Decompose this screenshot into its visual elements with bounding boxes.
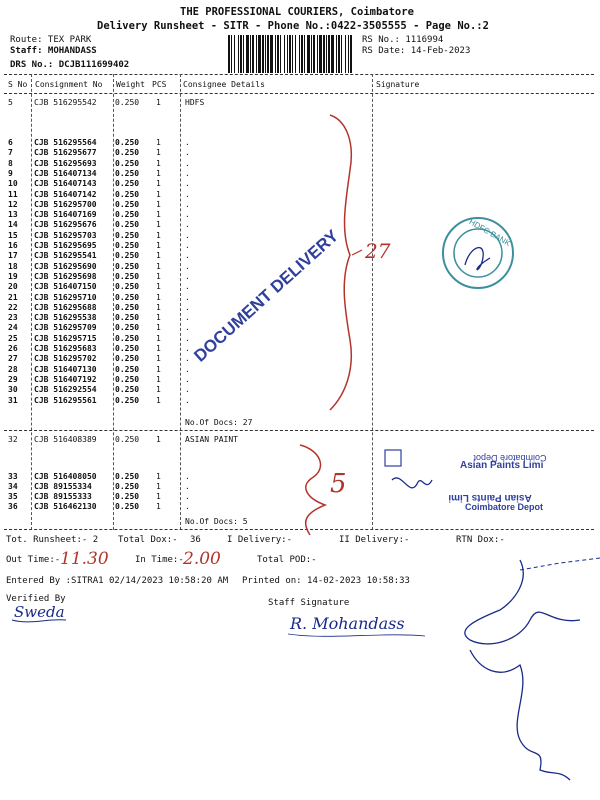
weight-cell: 0.250 [115,323,140,333]
out-time-label: Out Time:- [6,555,61,565]
consignee-cell: . [185,220,190,230]
weight-cell: 0.250 [115,271,140,281]
pcs-cell: 1 [156,435,161,444]
pcs-cell: 1 [156,333,161,343]
consignment-cell: CJB 516295538 [34,313,97,323]
sno-cell: 21 [8,292,18,302]
document-delivery-stamp-text: DOCUMENT DELIVERY [190,226,343,366]
consignment-cell: CJB 516462130 [34,502,97,511]
sno-cell: 9 [8,168,13,178]
consignment-cell: CJB 516295676 [34,220,97,230]
consignment-cell: CJB 516295698 [34,271,97,281]
consignment-cell: CJB 89155334 [34,482,92,491]
consignee-cell: . [185,374,190,384]
pcs-cell: 1 [156,220,161,230]
sno-cell: 6 [8,138,13,147]
weight-cell: 0.250 [115,385,140,395]
weight-cell: 0.250 [115,502,140,511]
hdfs-count-handwritten: 27 [365,239,391,263]
weight-cell: 0.250 [115,374,140,384]
consignee-cell: . [185,241,190,250]
weight-cell: 0.250 [115,482,140,491]
consignee-cell: . [185,492,190,501]
consignee-cell: . [185,482,190,491]
asian-stamp-line1: Coimbatore Depot [473,453,547,463]
consignment-cell: CJB 516295700 [34,199,97,209]
consignee-cell: . [185,251,190,261]
hdfc-round-stamp [443,217,513,288]
consignment-cell: CJB 516295542 [34,98,97,107]
in-time-label: In Time:- [135,555,184,565]
col-header-consignee: Consignee Details [183,80,265,89]
pcs-cell: 1 [156,189,161,199]
consignment-cell: CJB 516295715 [34,333,97,343]
consignee-cell: . [185,199,190,209]
asian-stamp-line3: Asian Paints Limi [448,492,532,503]
docs-count-asian: No.Of Docs: 5 [185,517,248,526]
weight-cell: 0.250 [115,344,140,353]
pcs-cell: 1 [156,210,161,220]
sno-cell: 28 [8,364,18,374]
sno-cell: 34 [8,482,18,491]
weight-cell: 0.250 [115,472,140,481]
route-label: Route: TEX PARK [10,35,92,45]
consignment-cell: CJB 516295677 [34,148,97,158]
col-header-pcs: PCS [152,80,167,89]
total-pod: Total POD:- [257,555,317,565]
weight-cell: 0.250 [115,364,140,374]
consignment-cell: CJB 516407130 [34,364,97,374]
consignee-cell: . [185,395,190,405]
consignee-cell: . [185,271,190,281]
asian-bracket [300,445,325,535]
weight-cell: 0.250 [115,210,140,220]
consignment-cell: CJB 516295703 [34,230,97,240]
pcs-cell: 1 [156,241,161,250]
sno-cell: 19 [8,271,18,281]
hdfc-stamp-signature [465,248,490,270]
consignment-cell: CJB 516407150 [34,282,97,292]
pcs-cell: 1 [156,292,161,302]
runsheet-title: Delivery Runsheet - SITR - Phone No.:0422-3505555 - Page No.:2 [97,20,489,32]
consignee-cell: . [185,230,190,240]
pcs-cell: 1 [156,148,161,158]
consignee-cell: . [185,189,190,199]
pcs-cell: 1 [156,344,161,353]
weight-cell: 0.250 [115,241,140,250]
consignment-cell: CJB 516292554 [34,385,97,395]
rs-date: RS Date: 14-Feb-2023 [362,46,471,56]
total-dox-label: Total Dox:- [118,535,178,545]
pcs-cell: 1 [156,492,161,501]
sno-cell: 24 [8,323,18,333]
pcs-cell: 1 [156,251,161,261]
pcs-cell: 1 [156,199,161,209]
staff-label: Staff: MOHANDASS [10,46,97,56]
sno-cell: 35 [8,492,18,501]
pcs-cell: 1 [156,395,161,405]
pcs-cell: 1 [156,302,161,312]
pcs-cell: 1 [156,179,161,189]
verifier-signature: Sweda [14,603,65,621]
weight-cell: 0.250 [115,168,140,178]
sno-cell: 23 [8,313,18,323]
weight-cell: 0.250 [115,435,140,444]
docs-count-hdfs: No.Of Docs: 27 [185,418,253,427]
drs-number: DRS No.: DCJB111699402 [10,60,130,70]
consignee-cell: . [185,158,190,168]
pcs-cell: 1 [156,138,161,147]
consignee-cell: . [185,344,190,353]
consignment-cell: CJB 516408050 [34,472,97,481]
staff-signature: R. Mohandass [290,614,405,633]
weight-cell: 0.250 [115,179,140,189]
sno-cell: 16 [8,241,18,250]
in-time-handwritten: 2.00 [183,549,221,569]
weight-cell: 0.250 [115,199,140,209]
hdfs-bracket [330,115,351,410]
weight-cell: 0.250 [115,313,140,323]
sno-cell: 5 [8,98,13,107]
sno-cell: 29 [8,374,18,384]
consignee-cell: . [185,148,190,158]
consignment-cell: CJB 516407143 [34,179,97,189]
sno-cell: 15 [8,230,18,240]
sno-cell: 32 [8,435,18,444]
consignment-cell: CJB 516408389 [34,435,97,444]
pcs-cell: 1 [156,482,161,491]
document-delivery-stamp [190,226,342,366]
consignee-cell: . [185,385,190,395]
i-delivery: I Delivery:- [227,535,293,545]
sno-cell: 18 [8,261,18,271]
consignee-cell: . [185,364,190,374]
sno-cell: 14 [8,220,18,230]
hdfc-stamp-text: HDFC BANK [467,217,513,249]
consignee-cell: . [185,179,190,189]
consignee-cell: . [185,282,190,292]
consignment-cell: CJB 516407134 [34,168,97,178]
weight-cell: 0.250 [115,354,140,364]
rs-number: RS No.: 1116994 [362,35,444,45]
consignment-cell: CJB 516295690 [34,261,97,271]
sno-cell: 7 [8,148,13,158]
col-header-consignment: Consignment No [35,80,103,89]
consignee-asian-paint: ASIAN PAINT [185,435,238,444]
pcs-cell: 1 [156,282,161,292]
sno-cell: 12 [8,199,18,209]
hdfs-bracket-tick [352,250,362,255]
staff-signature-label: Staff Signature [268,598,350,608]
consignment-cell: CJB 516295695 [34,241,97,250]
weight-cell: 0.250 [115,333,140,343]
pcs-cell: 1 [156,385,161,395]
pcs-cell: 1 [156,158,161,168]
weight-cell: 0.250 [115,138,140,147]
consignee-cell: . [185,261,190,271]
weight-cell: 0.250 [115,492,140,501]
consignment-cell: CJB 516407169 [34,210,97,220]
consignment-cell: CJB 89155333 [34,492,92,501]
col-header-signature: Signature [376,80,420,89]
consignee-cell: . [185,333,190,343]
weight-cell: 0.250 [115,302,140,312]
sno-cell: 11 [8,189,18,199]
consignee-cell: . [185,292,190,302]
weight-cell: 0.250 [115,282,140,292]
weight-cell: 0.250 [115,158,140,168]
weight-cell: 0.250 [115,292,140,302]
pcs-cell: 1 [156,98,161,107]
pcs-cell: 1 [156,354,161,364]
sno-cell: 8 [8,158,13,168]
total-runsheet: Tot. Runsheet:- 2 [6,535,99,545]
company-name: THE PROFESSIONAL COURIERS, Coimbatore [180,6,414,18]
weight-cell: 0.250 [115,395,140,405]
pcs-cell: 1 [156,271,161,281]
sno-cell: 13 [8,210,18,220]
consignee-cell: . [185,313,190,323]
consignment-cell: CJB 516295561 [34,395,97,405]
sno-cell: 17 [8,251,18,261]
weight-cell: 0.250 [115,220,140,230]
consignee-cell: . [185,138,190,147]
consignee-cell: . [185,302,190,312]
entered-by: Entered By :SITRA1 02/14/2023 10:58:20 AM [6,576,229,586]
consignment-cell: CJB 516295693 [34,158,97,168]
printed-on: Printed on: 14-02-2023 10:58:33 [242,576,410,586]
large-signature [465,560,580,780]
consignee-hdfs: HDFS [185,98,205,107]
asian-paints-stamp [385,450,547,512]
col-header-sno: S No [8,80,28,89]
asian-count-handwritten: 5 [330,469,347,499]
weight-cell: 0.250 [115,189,140,199]
sno-cell: 27 [8,354,18,364]
consignment-cell: CJB 516295710 [34,292,97,302]
asian-stamp-line4: Coimbatore Depot [465,502,544,512]
sno-cell: 31 [8,395,18,405]
sno-cell: 36 [8,502,18,511]
pcs-cell: 1 [156,313,161,323]
pcs-cell: 1 [156,323,161,333]
pcs-cell: 1 [156,261,161,271]
weight-cell: 0.250 [115,148,140,158]
sno-cell: 25 [8,333,18,343]
consignment-cell: CJB 516407142 [34,189,97,199]
pcs-cell: 1 [156,168,161,178]
pcs-cell: 1 [156,502,161,511]
pcs-cell: 1 [156,374,161,384]
asian-stamp-line2: Asian Paints Limi [460,460,544,471]
pcs-cell: 1 [156,230,161,240]
weight-cell: 0.250 [115,98,140,107]
verified-by-label: Verified By [6,594,66,604]
weight-cell: 0.250 [115,261,140,271]
consignment-cell: CJB 516295683 [34,344,97,353]
sno-cell: 22 [8,302,18,312]
consignment-cell: CJB 516295564 [34,138,97,147]
consignment-cell: CJB 516295709 [34,323,97,333]
sno-cell: 10 [8,179,18,189]
consignee-cell: . [185,210,190,220]
consignee-cell: . [185,472,190,481]
consignee-cell: . [185,502,190,511]
col-header-weight: Weight [116,80,145,89]
pcs-cell: 1 [156,364,161,374]
sno-cell: 20 [8,282,18,292]
consignment-cell: CJB 516295688 [34,302,97,312]
consignee-cell: . [185,354,190,364]
pcs-cell: 1 [156,472,161,481]
consignment-cell: CJB 516295702 [34,354,97,364]
ii-delivery: II Delivery:- [339,535,410,545]
weight-cell: 0.250 [115,230,140,240]
total-dox-value: 36 [190,535,201,545]
weight-cell: 0.250 [115,251,140,261]
consignment-cell: CJB 516407192 [34,374,97,384]
rtn-dox: RTN Dox:- [456,535,505,545]
sno-cell: 33 [8,472,18,481]
out-time-handwritten: 11.30 [60,549,109,569]
consignment-cell: CJB 516295541 [34,251,97,261]
consignee-cell: . [185,323,190,333]
sno-cell: 30 [8,385,18,395]
sno-cell: 26 [8,344,18,353]
consignee-cell: . [185,168,190,178]
